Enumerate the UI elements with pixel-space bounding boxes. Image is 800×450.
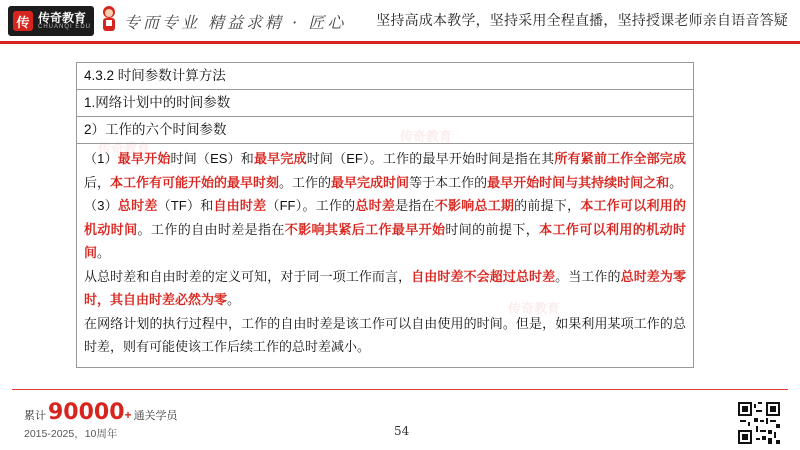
emphasis-text: 自由时差	[213, 198, 267, 213]
body-text-segment: 。当工作的	[555, 268, 621, 284]
emphasis-text: 总时差	[117, 198, 158, 213]
body-text-segment: 是指在	[395, 198, 435, 213]
emphasis-text: 总时差为零时，其自由时差必然为零	[84, 268, 686, 307]
body-text	[77, 144, 693, 367]
emphasis-text: 总时差	[355, 198, 396, 213]
section-title: 4.3.2 时间参数计算方法	[77, 63, 693, 90]
watermark: 传奇教育	[508, 301, 561, 316]
content-table	[76, 62, 694, 368]
emphasis-text: 最早完成时间	[331, 174, 410, 190]
body-text-segment: 。	[97, 245, 111, 260]
emphasis-text: 最早开始时间与其持续时间之和	[487, 174, 670, 190]
logo-text: 传奇教育	[38, 11, 87, 25]
watermark: 传奇教育	[400, 129, 453, 144]
emphasis-text: 最早开始	[117, 151, 171, 166]
body-text-segment: 。	[227, 292, 241, 307]
logo-subtext: CHUANQI EDU	[38, 24, 92, 30]
body-text-segment: 从总时差和自由时差的定义可知，对于同一项工作而言，	[84, 268, 412, 284]
footer-stats	[24, 400, 178, 441]
logo-icon: 传	[13, 11, 33, 31]
emphasis-text: 本工作有可能开始的最早时刻	[110, 174, 280, 190]
body-text-segment: 时间（ES）和	[170, 151, 254, 166]
brand-logo	[8, 6, 94, 36]
body-text-segment: 的前提下，	[514, 198, 581, 213]
footer-divider	[12, 389, 788, 390]
body-text-segment: 时间（EF）。工作的最早开始时间是指在其	[306, 151, 555, 166]
header-motto: 坚持高成本教学，坚持采用全程直播，坚持授课老师亲自语音答疑	[376, 12, 788, 28]
body-text-segment: （3）	[84, 198, 118, 213]
emphasis-text: 本工作可以利用的机动时间	[84, 221, 686, 260]
emphasis-text: 所有紧前工作全部完成	[554, 151, 686, 166]
section-subsubtitle: 2）工作的六个时间参数	[77, 117, 693, 144]
body-text-segment: （1）	[84, 151, 118, 166]
body-text-segment: 在网络计划的执行过程中，工作的自由时差是该工作可以自由使用的时间。但是，如果利用某项工作的总时差，则有可能使该工作后续工作的总时差减小。	[84, 315, 686, 354]
paragraph-float-usage	[84, 312, 686, 359]
header	[0, 0, 800, 40]
header-divider	[0, 41, 800, 44]
emphasis-text: 本工作可以利用的机动时间	[84, 198, 686, 237]
emphasis-text: 不影响其紧后工作最早开始	[284, 221, 446, 237]
page-number: 54	[394, 424, 410, 438]
paragraph-float-definitions	[84, 194, 686, 265]
body-text-segment: （FF）。工作的	[266, 198, 356, 213]
body-text-segment: 。	[669, 174, 683, 190]
stats-plus: +	[124, 408, 132, 422]
body-text-segment: 后，	[84, 174, 111, 190]
section-subtitle: 1.网络计划中的时间参数	[77, 90, 693, 117]
paragraph-float-relation	[84, 265, 686, 312]
qr-code-icon[interactable]	[738, 402, 780, 444]
watermark: 传奇教育	[98, 141, 151, 156]
emphasis-text: 最早完成	[253, 151, 307, 166]
stats-label: 累计	[24, 410, 46, 422]
body-text-segment: 。工作的	[279, 174, 332, 190]
body-text-segment: 。工作的自由时差是指在	[137, 221, 285, 237]
body-text-segment: （TF）和	[157, 198, 214, 213]
stats-years: 2015-2025，10周年	[24, 428, 118, 440]
body-text-segment: 时间的前提下，	[445, 221, 540, 237]
stats-count: 90000	[48, 400, 125, 425]
body-text-segment: 等于本工作的	[409, 174, 488, 190]
emphasis-text: 不影响总工期	[434, 198, 515, 213]
stats-tail: 通关学员	[133, 410, 178, 422]
header-slogan: 专而专业 精益求精 · 匠心	[124, 13, 347, 32]
mascot-icon	[98, 4, 120, 34]
emphasis-text: 自由时差不会超过总时差	[411, 268, 556, 284]
paragraph-early-times	[84, 147, 686, 194]
